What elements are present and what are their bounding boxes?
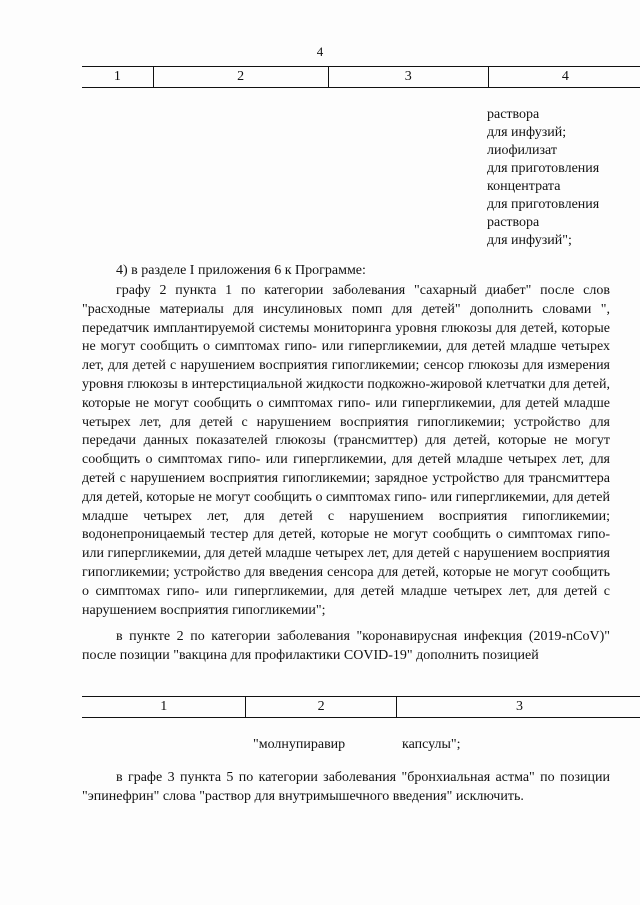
cell-line: для приготовления [487,161,600,176]
column-2-label: 2 [153,67,328,88]
column-4-cell-text [487,106,599,250]
column-1-label: 1 [82,697,246,718]
cell-line: концентрата [487,179,561,194]
column-3-label: 3 [328,67,488,88]
asthma-amendment-paragraph: в графе 3 пункта 5 по категории заболевания "бронхиальная астма" по позиции "эпинефрин" слова "раствор для внутримышечного введения" исключить. [82,770,610,804]
cell-line: для инфузий"; [487,233,572,248]
diabetes-amendment-paragraph: графу 2 пункта 1 по категории заболевания "сахарный диабет" после слов "расходные материалы для инсулиновых помп для детей" дополнить словами ", передатчик имплантируемой системы мониторинга уровня глюкозы для детей, которые не могут сообщить о симптомах гипо- или гипергликемии, для детей младше четырех лет, для детей с нарушением восприятия гипогликемии; сенсор глюкозы для измерения уровня глюкозы в интерстициальной жидкости подкожно-жировой клетчатки для детей, которые не могут сообщить о симптомах гипо- или гипергликемии, для детей младше четырех лет, для детей с нарушением восприятия гипогликемии; устройство для передачи данных показателей глюкозы (трансмиттер) для детей, которые не могут сообщить о симптомах гипо- или гипергликемии, для детей младше четырех лет, для детей с нарушением восприятия гипогликемии; зарядное устройство для трансмиттера для детей, которые не могут сообщить о симптомах гипо- или гипергликемии, для детей младше четырех лет, для детей с нарушением восприятия гипогликемии; водонепроницаемый тестер для детей, которые не могут сообщить о симптомах гипо- или гипергликемии, для детей младше четырех лет, для детей с нарушением восприятия гипогликемии; устройство для введения сенсора для детей, которые не могут сообщить о симптомах гипо- или гипергликемии, для детей младше четырех лет, для детей с нарушением восприятия гипогликемии"; [82,283,610,618]
cell-line: раствора [487,215,540,230]
cell-line: для инфузий; [487,125,567,140]
column-4-label: 4 [488,67,640,88]
table-header-four-columns [82,66,640,88]
cell-line: раствора [487,107,540,122]
drug-form: капсулы"; [402,737,461,752]
covid-amendment-paragraph: в пункте 2 по категории заболевания "коронавирусная инфекция (2019-nCoV)" после позиции "вакцина для профилактики COVID-19" дополнить позицией [82,629,610,663]
cell-line: для приготовления [487,197,600,212]
cell-line: лиофилизат [487,143,558,158]
page-number: 4 [316,44,324,59]
column-1-label: 1 [82,67,153,88]
column-2-label: 2 [246,697,396,718]
section-heading-paragraph: 4) в разделе I приложения 6 к Программе: [116,263,366,278]
drug-name: "молнупиравир [253,737,346,752]
table-header-three-columns [82,696,640,718]
column-3-label: 3 [396,697,640,718]
